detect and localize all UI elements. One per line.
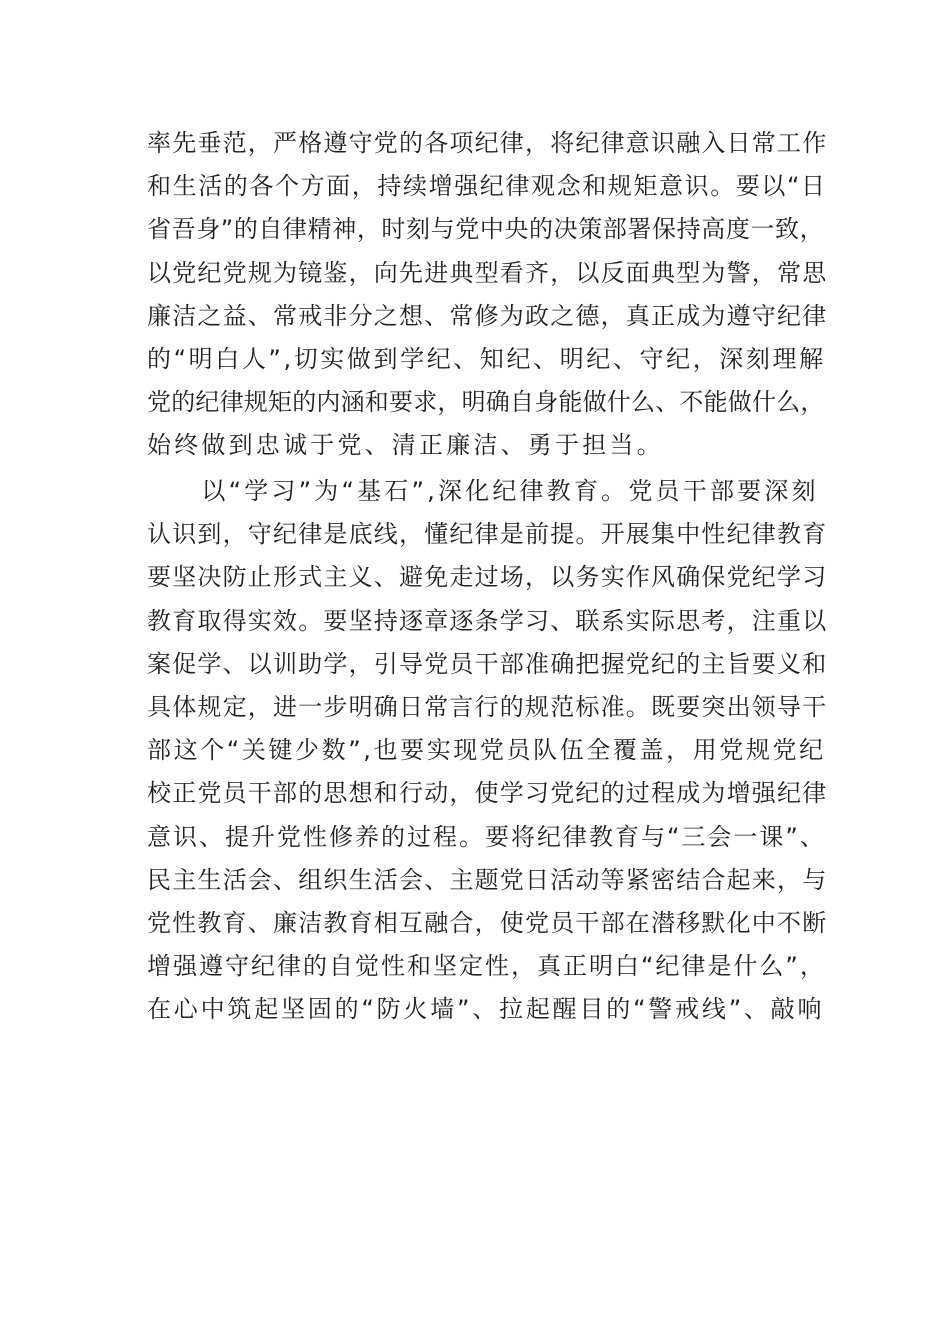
paragraph-line: 认识到，守纪律是底线，懂纪律是前提。开展集中性纪律教育	[147, 520, 828, 549]
paragraph-line: 以党纪党规为镜鉴，向先进典型看齐，以反面典型为警，常思	[147, 258, 828, 287]
paragraph-line: 校正党员干部的思想和行动，使学习党纪的过程成为增强纪律	[147, 779, 828, 808]
paragraph-1	[147, 122, 827, 468]
paragraph-line: 党的纪律规矩的内涵和要求，明确自身能做什么、不能做什么，	[147, 388, 825, 417]
paragraph-line: 以“学习”为“基石”,深化纪律教育。党员干部要深刻	[147, 477, 819, 505]
paragraph-line: 的“明白人”,切实做到学纪、知纪、明纪、守纪，深刻理解	[147, 344, 826, 373]
paragraph-line: 和生活的各个方面，持续增强纪律观念和规矩意识。要以“日	[147, 172, 827, 201]
paragraph-line: 民主生活会、组织生活会、主题党日活动等紧密结合起来，与	[147, 865, 828, 894]
paragraph-line: 具体规定，进一步明确日常言行的规范标准。既要突出领导干	[147, 692, 828, 721]
paragraph-line: 增强遵守纪律的自觉性和坚定性，真正明白“纪律是什么”，	[147, 952, 826, 981]
paragraph-line: 案促学、以训助学，引导党员干部准确把握党纪的主旨要义和	[147, 649, 828, 678]
paragraph-line: 始终做到忠诚于党、清正廉洁、勇于担当。	[147, 431, 664, 460]
paragraph-2	[147, 470, 827, 1031]
paragraph-line: 党性教育、廉洁教育相互融合，使党员干部在潜移默化中不断	[147, 908, 828, 937]
paragraph-line: 在心中筑起坚固的“防火墙”、拉起醒目的“警戒线”、敲响	[147, 995, 825, 1024]
paragraph-line: 要坚决防止形式主义、避免走过场，以务实作风确保党纪学习	[147, 563, 828, 592]
paragraph-line: 廉洁之益、常戒非分之想、常修为政之德，真正成为遵守纪律	[147, 301, 828, 330]
paragraph-line: 意识、提升党性修养的过程。要将纪律教育与“三会一课”、	[147, 822, 826, 851]
paragraph-line: 部这个“关键少数”,也要实现党员队伍全覆盖，用党规党纪	[147, 736, 826, 765]
paragraph-line: 省吾身”的自律精神，时刻与党中央的决策部署保持高度一致，	[147, 215, 825, 244]
paragraph-line: 率先垂范，严格遵守党的各项纪律，将纪律意识融入日常工作	[147, 129, 828, 157]
paragraph-line: 教育取得实效。要坚持逐章逐条学习、联系实际思考，注重以	[147, 606, 828, 635]
